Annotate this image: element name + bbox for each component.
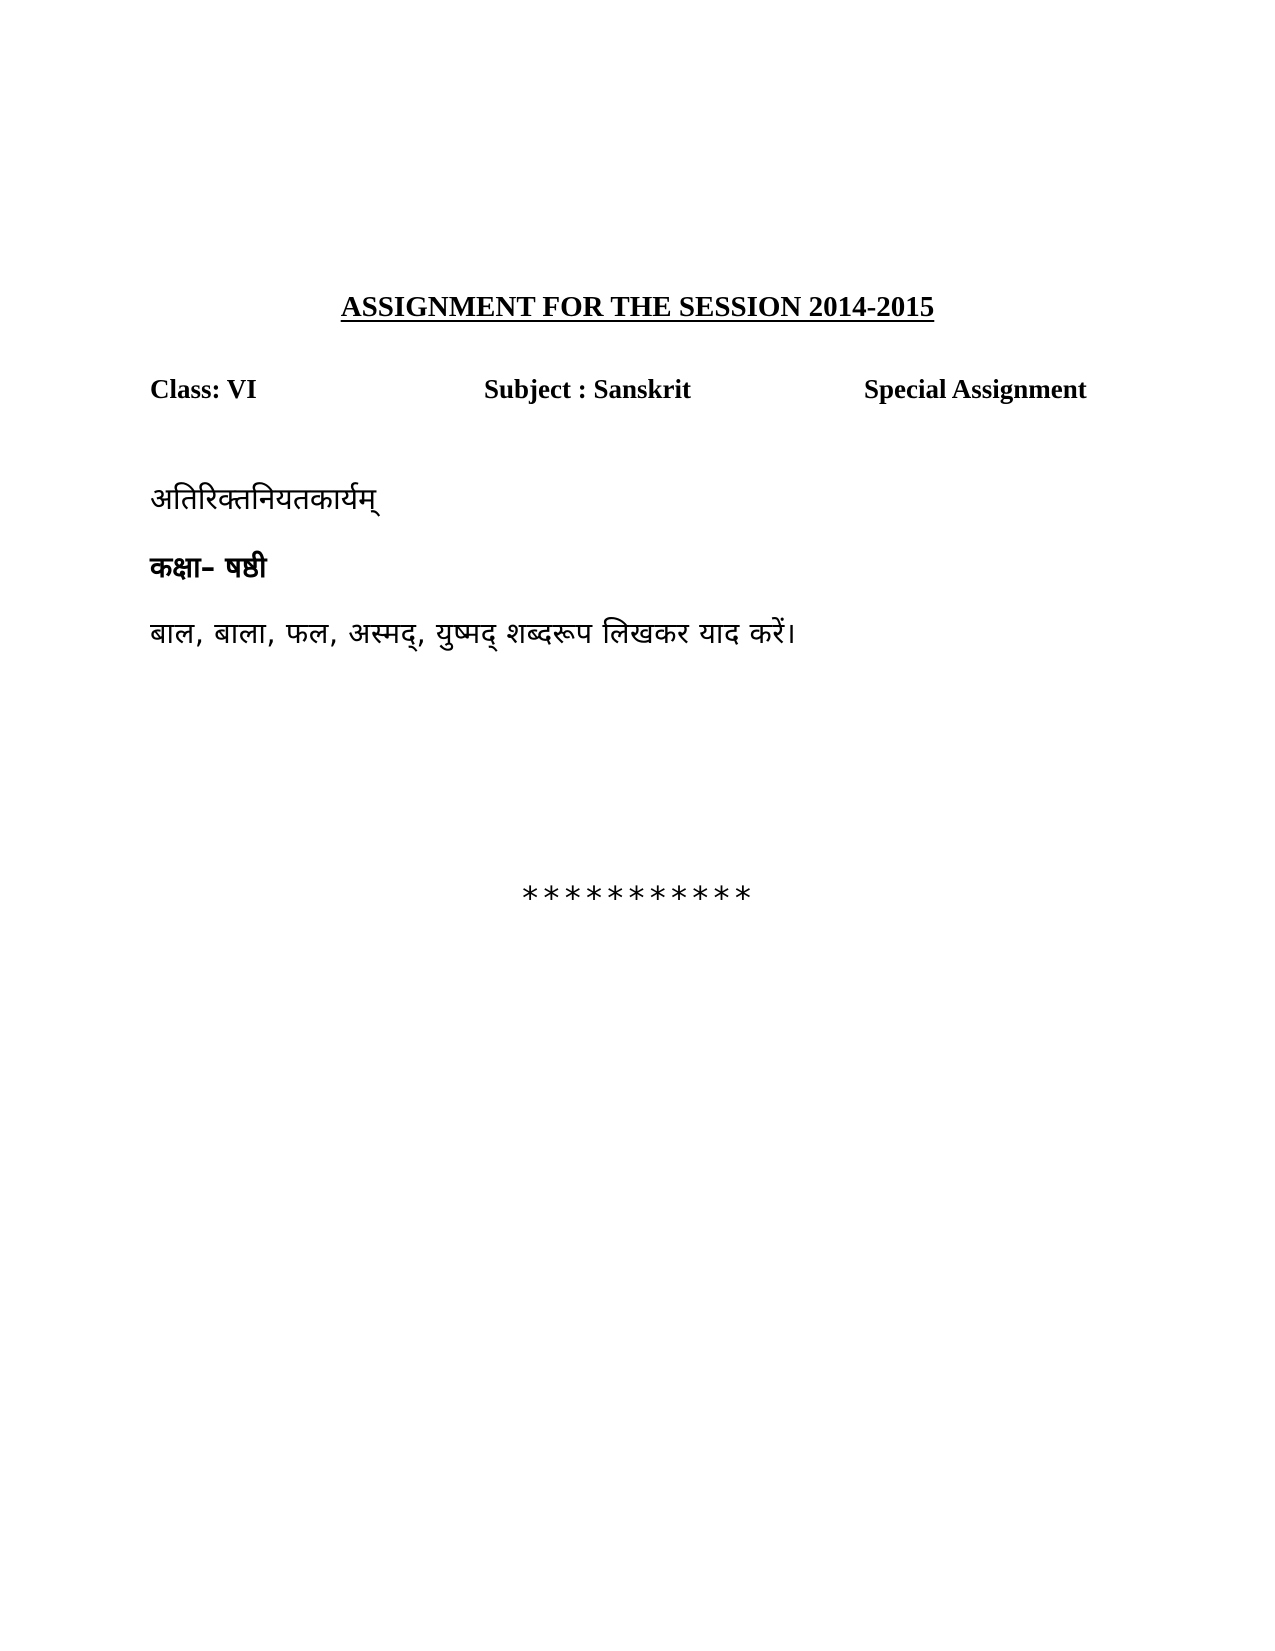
subject-label: Subject : Sanskrit [484, 374, 692, 404]
hindi-heading: अतिरिक्तनियतकार्यम् [150, 482, 377, 517]
assignment-type-label: Special Assignment [864, 374, 1087, 404]
class-label: Class: VI [150, 374, 257, 404]
hindi-class-line: कक्षा– षष्ठी [150, 550, 267, 584]
hindi-task-text: बाल, बाला, फल, अस्मद्, युष्मद् शब्दरूप लिखकर याद करें। [150, 616, 797, 650]
end-marker: *********** [520, 879, 755, 917]
title-text: ASSIGNMENT FOR THE SESSION 2014-2015 [340, 291, 935, 323]
page-title [0, 289, 1275, 325]
